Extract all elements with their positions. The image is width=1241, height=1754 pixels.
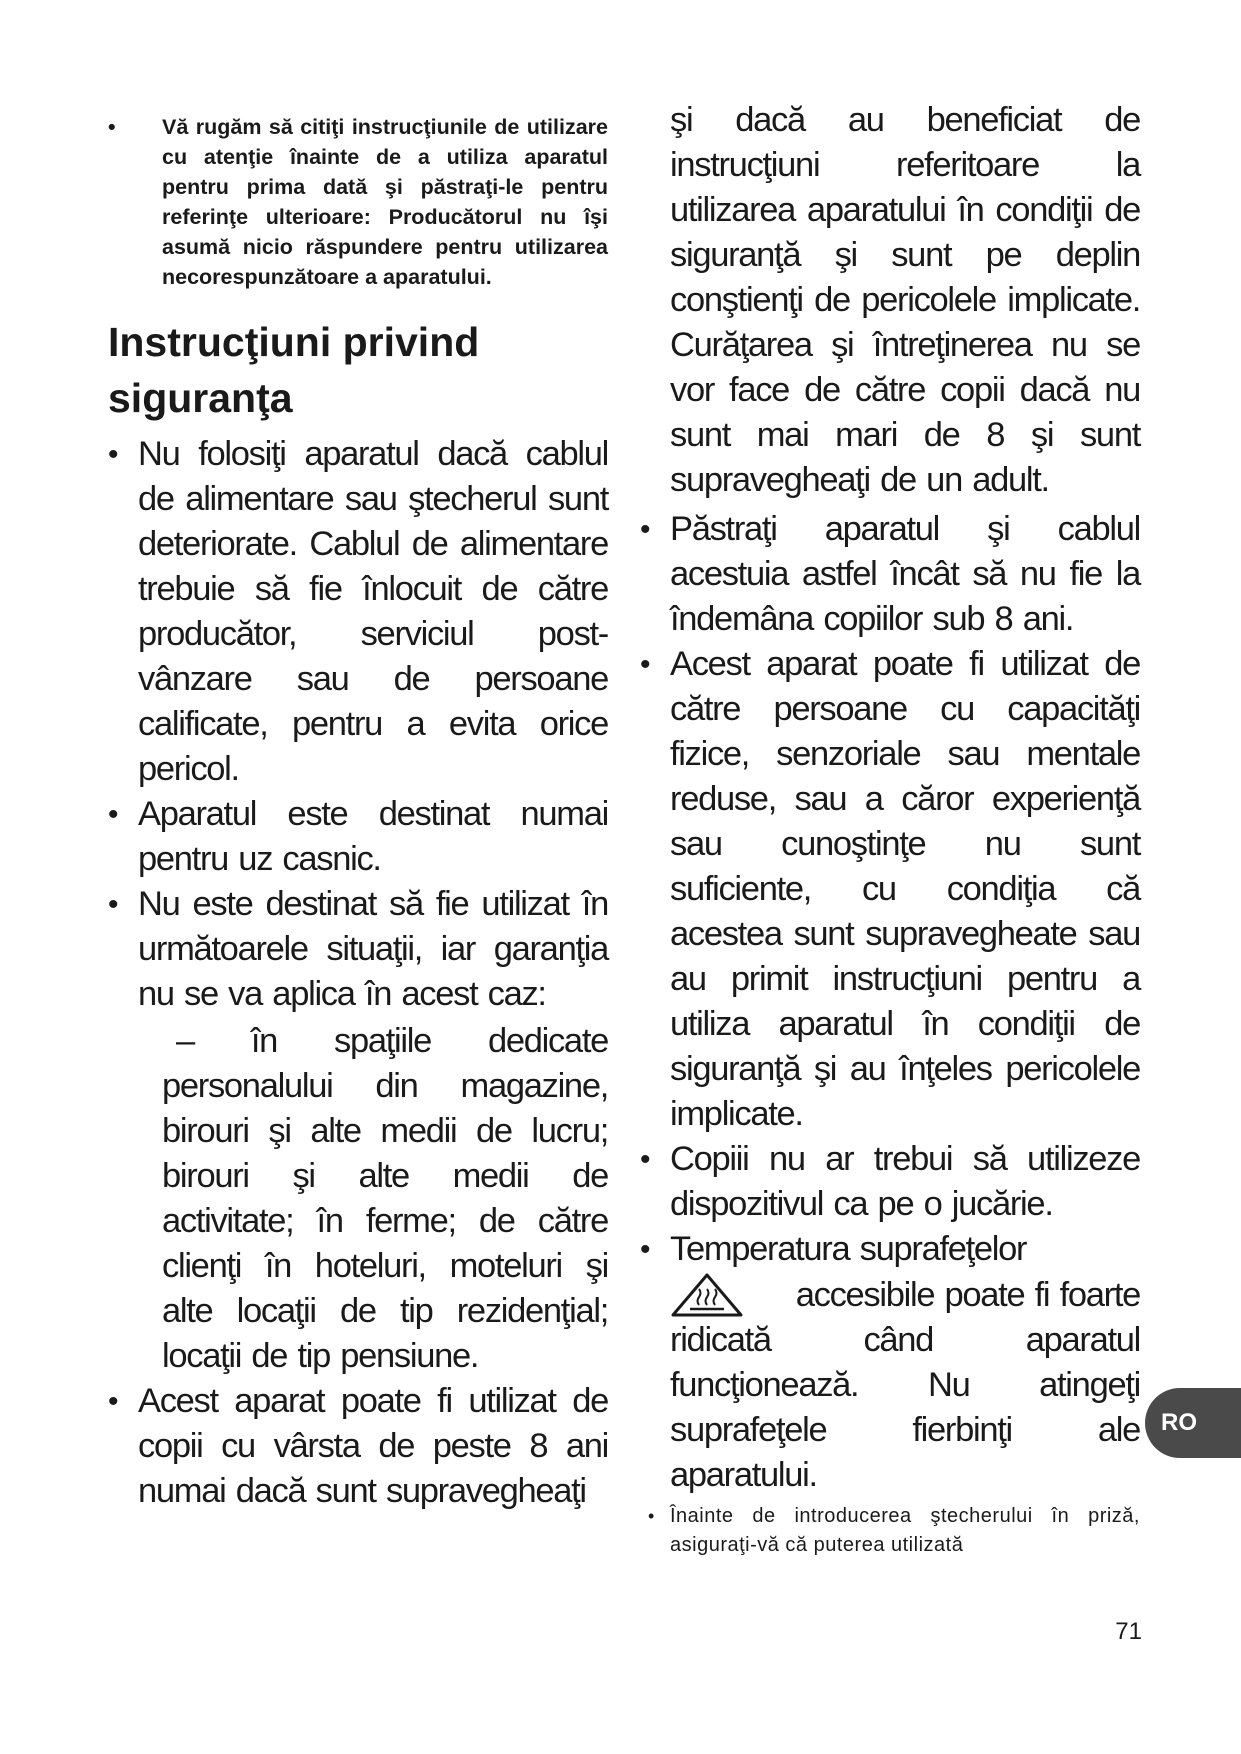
language-code: RO [1161, 1409, 1197, 1436]
language-tab [1145, 1388, 1241, 1458]
bullet: • [108, 115, 116, 139]
bullet: • [108, 888, 119, 921]
hot-surface-warning-icon [670, 1272, 744, 1318]
page-number: 71 [1115, 1618, 1142, 1645]
list-item [108, 792, 608, 882]
hot-surface-item [640, 1227, 1140, 1498]
bullet: • [108, 1385, 119, 1418]
intro-text: Vă rugăm să citiţi instrucţiunile de utilizare cu atenţie înainte de a utiliza aparatul pentru prima dată şi păstraţi-le pentru referinţe ulterioare: Producătorul nu îşi asumă nicio răspundere pentru utilizarea necorespunzătoare a aparatului. [162, 115, 608, 289]
hot-surface-text: ridicată când aparatul funcţionează. Nu atingeţi suprafeţele fierbinţi ale aparatului. [670, 1321, 1140, 1494]
list-item [108, 1379, 608, 1514]
bullet: • [640, 513, 651, 546]
heading-line-1: Instrucţiuni privind [108, 319, 480, 365]
list-item-text: Copiii nu ar trebui să utilizeze dispozitivul ca pe o jucărie. [670, 1140, 1140, 1223]
bullet: • [108, 798, 119, 831]
list-item [640, 642, 1140, 1137]
bullet: • [108, 438, 119, 471]
hot-surface-line-2: accesibile poate fi foarte [795, 1275, 1140, 1314]
list-item-text: Aparatul este destinat numai pentru uz casnic. [138, 795, 608, 878]
intro-note [108, 112, 608, 292]
list-item-text: Acest aparat poate fi utilizat de către persoane cu capacităţi fizice, senzoriale sau mentale reduse, sau a căror experienţă sau cunoştinţe nu sunt suficiente, cu condiţia că acestea sunt supravegheate sau au primit instrucţiuni pentru a utiliza aparatul în condiţii de siguranţă şi au înţeles pericolele implicate. [670, 645, 1140, 1133]
continued-text: şi dacă au beneficiat de instrucţiuni referitoare la utilizarea aparatului în condiţii de siguranţă şi sunt pe deplin conştienţi de pericolele implicate. Curăţarea şi întreţinerea nu se vor face de către copii dacă nu sunt mai mari de 8 şi sunt supravegheaţi de un adult. [670, 101, 1140, 499]
list-item-text: Nu este destinat să fie utilizat în următoarele situaţii, iar garanţia nu se va aplica în acest caz: [138, 885, 608, 1013]
list-item [640, 1502, 1140, 1560]
list-item-text: Nu folosiţi aparatul dacă cablul de alimentare sau ştecherul sunt deteriorate. Cablul de alimentare trebuie să fie înlocuit de către producător, serviciul post-vânzare sau de persoane calificate, pentru a evita orice pericol. [138, 435, 608, 788]
list-item-text: Acest aparat poate fi utilizat de copii cu vârsta de peste 8 ani numai dacă sunt supravegheaţi [138, 1382, 608, 1510]
left-column [108, 112, 608, 1514]
list-item-text: Păstraţi aparatul şi cablul acestuia astfel încât să nu fie la îndemâna copiilor sub 8 ani. [670, 510, 1140, 638]
bullet: • [648, 1506, 655, 1526]
bullet: • [640, 648, 651, 681]
section-heading [108, 314, 608, 426]
list-item [640, 507, 1140, 642]
heading-line-2: siguranţa [108, 375, 293, 421]
right-column [640, 98, 1140, 1560]
list-item [640, 1137, 1140, 1227]
bullet: • [640, 1143, 651, 1176]
bullet: • [640, 1233, 651, 1266]
list-item [108, 882, 608, 1017]
list-item [108, 432, 608, 792]
list-item-text: Înainte de introducerea ştecherului în priză, asiguraţi-vă că puterea utilizată [670, 1505, 1140, 1556]
sub-list-item: – în spaţiile dedicate personalului din magazine, birouri şi alte medii de lucru; birouri şi alte medii de activitate; în ferme; de către clienţi în hoteluri, moteluri şi alte locaţii de tip rezidenţial; locaţii de tip pensiune. [162, 1022, 608, 1375]
hot-surface-line-1: Temperatura suprafeţelor [670, 1230, 1027, 1268]
